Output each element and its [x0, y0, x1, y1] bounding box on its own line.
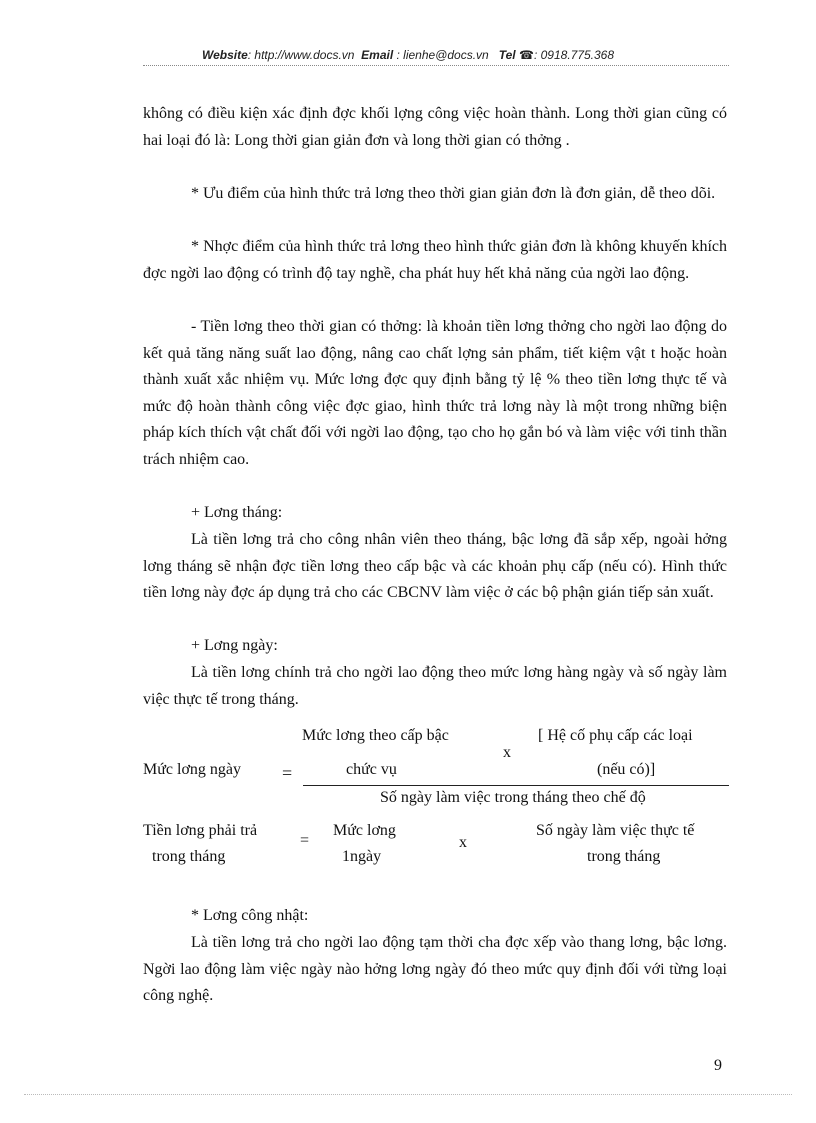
email-value: : lienhe@docs.vn: [393, 48, 489, 62]
formula1-num-b-line2: (nếu có)]: [597, 761, 656, 778]
tel-value: : 0918.775.368: [533, 48, 615, 62]
header-divider: [143, 65, 729, 66]
paragraph-bonus-wage: - Tiền lơng theo thời gian có thởng: là khoản tiền lơng thởng cho ngời lao động do kết quả tăng năng suất lao động, nâng cao chất lợng sản phẩm, tiết kiệm vật t hoặc hoàn thành xuất xắc nhiệm vụ. Mức lơng đợc quy định bằng tỷ lệ % theo tiền lơng thực tế và mức độ hoàn thành công việc đợc giao, hình thức trả lơng này là một trong những biện pháp kích thích vật chất đối với ngời lao động, tạo cho họ gắn bó và làm việc với tinh thần trách nhiệm cao.: [143, 318, 727, 468]
paragraph-casual-wage: Là tiền lơng trả cho ngời lao động tạm thời cha đợc xếp vào thang lơng, bậc lơng. Ngời lao động làm việc ngày nào hởng lơng ngày đó theo mức quy định đối với từng loại công nghệ.: [143, 934, 727, 1005]
formula2-term-b-line1: Số ngày làm việc thực tế: [536, 822, 695, 839]
formula1-times: x: [503, 744, 511, 761]
formula1-fraction-bar: [303, 785, 729, 786]
paragraph-daily-wage: Là tiền lơng chính trả cho ngời lao động theo mức lơng hàng ngày và số ngày làm việc thực tế trong tháng.: [143, 664, 727, 708]
paragraph-monthly-wage: Là tiền lơng trả cho công nhân viên theo tháng, bậc lơng đã sắp xếp, ngoài hởng lơng tháng sẽ nhận đợc tiền lơng theo cấp bậc và các khoản phụ cấp (nếu có). Hình thức tiền lơng này đợc áp dụng trả cho các CBCNV làm việc ở các bộ phận gián tiếp sản xuất.: [143, 531, 727, 602]
heading-monthly-wage: + Lơng tháng:: [191, 504, 283, 521]
formula2-term-a-line2: 1ngày: [342, 848, 382, 865]
website-label: Website: [201, 48, 248, 62]
formula1-equals: =: [282, 763, 293, 783]
formula2-term-b-line2: trong tháng: [587, 848, 661, 865]
page-header: [0, 48, 816, 62]
formula1-lhs: Mức lơng ngày: [143, 761, 242, 778]
paragraph-disadvantage: * Nhợc điểm của hình thức trả lơng theo hình thức giản đơn là không khuyến khích đợc ngời lao động có trình độ tay nghề, cha phát huy hết khả năng của ngời lao động.: [143, 238, 727, 282]
formula2-term-a-line1: Mức lơng: [333, 822, 396, 839]
website-value: : http://www.docs.vn: [247, 48, 355, 62]
formula1-num-a-line2: chức vụ: [346, 761, 397, 778]
formula2-lhs-line2: trong tháng: [152, 848, 226, 865]
footer-divider: [24, 1094, 792, 1095]
formula1-num-b-line1: [ Hệ cố phụ cấp các loại: [538, 727, 693, 744]
formula2-lhs-line1: Tiền lơng phải trả: [143, 822, 258, 839]
page-number: 9: [714, 1057, 722, 1074]
tel-label: Tel: [498, 48, 516, 62]
paragraph-advantage: * Ưu điểm của hình thức trả lơng theo thời gian giản đơn là đơn giản, dễ theo dõi.: [191, 185, 716, 202]
heading-casual-wage: * Lơng công nhật:: [191, 907, 309, 924]
formula1-denominator: Số ngày làm việc trong tháng theo chế độ: [380, 789, 646, 806]
formula1-num-a-line1: Mức lơng theo cấp bậc: [302, 727, 449, 744]
formula2-equals: =: [300, 832, 310, 849]
email-label: Email: [361, 48, 394, 62]
paragraph-1: không có điều kiện xác định đợc khối lợng công việc hoàn thành. Long thời gian cũng có hai loại đó là: Long thời gian giản đơn và long thời gian có thởng .: [143, 105, 727, 149]
telephone-icon: ☎: [519, 48, 534, 62]
heading-daily-wage: + Lơng ngày:: [191, 637, 278, 654]
formula2-times: x: [459, 834, 467, 851]
